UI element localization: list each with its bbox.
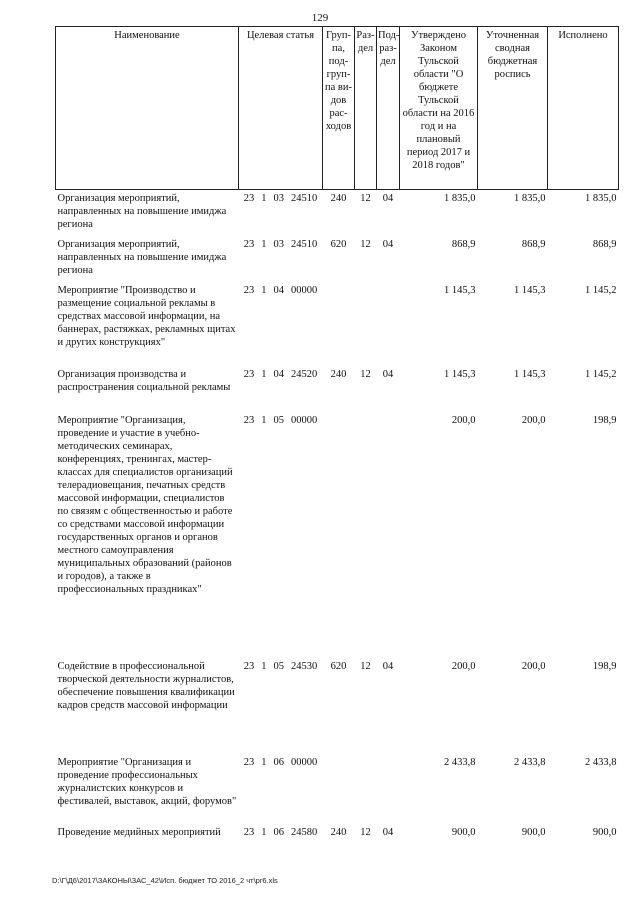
table-row [56,366,619,412]
row-group: 620 [330,238,347,250]
header-section: Раз-дел [355,27,377,190]
row-refined: 900,0 [521,826,546,838]
code-direction: 24530 [291,660,318,672]
row-group [323,282,355,366]
code-event: 03 [273,193,284,204]
row-refined: 1 145,3 [514,284,546,296]
row-target-code [239,658,323,754]
row-section: 12 [360,368,371,380]
row-subsection: 04 [382,660,394,672]
row-subsection [377,412,400,658]
row-section [355,412,377,658]
code-program: 23 [243,756,255,768]
row-approved: 1 835,0 [444,193,476,204]
row-target-code [239,754,323,824]
row-group [323,412,355,658]
table-row [56,412,619,658]
row-approved: 200,0 [451,660,476,672]
row-approved: 200,0 [451,414,476,426]
row-name: Мероприятие "Производство и размещение социальной рекламы в средствах массовой информации, на баннерах, растяжках, рекламных щитах и других конструкциях" [57,284,236,348]
code-subprogram: 1 [261,660,267,672]
table-header-row [56,27,619,190]
header-approved: Утверждено Законом Тульской области "О бюджете Тульской области на 2016 год и на плановый период 2017 и 2018 годов" [400,27,478,190]
row-section: 12 [360,193,371,204]
row-executed: 198,9 [592,660,617,672]
row-subsection: 04 [382,826,394,838]
code-direction: 24510 [291,238,318,250]
code-direction: 24510 [291,193,318,204]
row-target-code [239,366,323,412]
code-program: 23 [243,193,255,204]
row-executed: 1 145,2 [585,284,617,296]
row-approved: 868,9 [451,238,476,250]
row-approved: 1 145,3 [444,284,476,296]
row-name: Мероприятие "Организация и проведение профессиональных журналистских конкурсов и фестивалей, выставок, акций, форумов" [57,756,237,807]
code-subprogram: 1 [261,826,267,838]
row-section [355,282,377,366]
code-subprogram: 1 [261,368,267,380]
row-group: 240 [330,193,347,204]
table-row [56,824,619,854]
budget-table [55,26,619,854]
code-direction: 00000 [291,284,318,296]
code-program: 23 [243,660,255,672]
code-direction: 24580 [291,826,318,838]
row-subsection: 04 [382,193,394,204]
header-group: Груп-па, под-груп-па ви-дов рас-ходов [323,27,355,190]
row-section: 12 [360,826,371,838]
header-name: Наименование [56,27,239,190]
row-executed: 198,9 [592,414,617,426]
row-refined: 1 835,0 [514,193,546,204]
row-name: Организация мероприятий, направленных на повышение имиджа региона [57,193,227,230]
code-event: 04 [273,284,284,296]
table-row [56,754,619,824]
code-program: 23 [243,238,255,250]
row-target-code [239,824,323,854]
row-refined: 1 145,3 [514,368,546,380]
row-target-code [239,282,323,366]
row-name: Содействие в профессиональной творческой деятельности журналистов, обеспечение повышения квалификации кадров средств массовой информации [57,660,235,711]
row-name: Организация производства и распространения социальной рекламы [57,368,231,393]
page-number: 129 [311,12,329,24]
code-event: 04 [273,368,284,380]
code-event: 06 [273,756,284,768]
row-refined: 2 433,8 [514,756,546,768]
row-group: 240 [330,826,347,838]
row-target-code [239,236,323,282]
row-executed: 1 835,0 [585,193,617,204]
code-event: 05 [273,660,284,672]
header-executed: Исполнено [548,27,619,190]
row-target-code [239,190,323,236]
row-group [323,754,355,824]
row-subsection: 04 [382,238,394,250]
row-section [355,754,377,824]
row-group: 620 [330,660,347,672]
row-approved: 900,0 [451,826,476,838]
row-approved: 2 433,8 [444,756,476,768]
table-row [56,282,619,366]
row-section: 12 [360,660,371,672]
row-executed: 2 433,8 [585,756,617,768]
row-name: Проведение медийных мероприятий [57,826,221,838]
code-event: 05 [273,414,284,426]
header-refined: Уточненная сводная бюджетная роспись [478,27,548,190]
row-approved: 1 145,3 [444,368,476,380]
code-direction: 24520 [291,368,318,380]
row-group: 240 [330,368,347,380]
code-program: 23 [243,826,255,838]
row-refined: 868,9 [521,238,546,250]
code-direction: 00000 [291,756,318,768]
code-event: 03 [273,238,284,250]
row-executed: 1 145,2 [585,368,617,380]
code-subprogram: 1 [261,193,267,204]
row-executed: 900,0 [592,826,617,838]
row-name: Мероприятие "Организация, проведение и участие в учебно-методических семинарах, конференциях, тренингах, мастер-классах для специалистов организаций телерадиовещания, печатных средств массовой информации, специалистов по связям с общественностью и работе со средствами массовой информации государственных органов и органов местного самоуправления муниципальных образований (районов и городов), а также в профессиональных праздниках" [57,414,233,595]
code-program: 23 [243,414,255,426]
code-subprogram: 1 [261,284,267,296]
row-section: 12 [360,238,371,250]
row-target-code [239,412,323,658]
row-refined: 200,0 [521,414,546,426]
header-subsection: Под-раз-дел [377,27,400,190]
header-target: Целевая статья [239,27,323,190]
code-program: 23 [243,368,255,380]
table-row [56,658,619,754]
table-row [56,190,619,236]
code-subprogram: 1 [261,414,267,426]
code-direction: 00000 [291,414,318,426]
code-subprogram: 1 [261,238,267,250]
row-subsection [377,754,400,824]
row-name: Организация мероприятий, направленных на повышение имиджа региона [57,238,227,276]
file-path-footer: D:\Г\Д6\2017\ЗАКОНЫ\ЗАС_42\Исп. бюджет ТО 2016_2 чт\pr6.xls [52,876,278,885]
table-row [56,236,619,282]
code-event: 06 [273,826,284,838]
row-executed: 868,9 [592,238,617,250]
row-refined: 200,0 [521,660,546,672]
row-subsection: 04 [382,368,394,380]
code-subprogram: 1 [261,756,267,768]
row-subsection [377,282,400,366]
code-program: 23 [243,284,255,296]
